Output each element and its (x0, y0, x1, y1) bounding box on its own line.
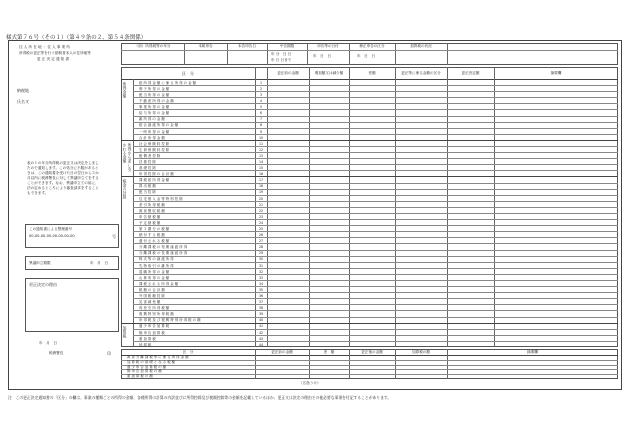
table-row-label: 税 額 の 合 計 額 (139, 287, 165, 292)
table-row-label: 配 当 所 得 の 金 額 (139, 92, 170, 97)
form-frame (8, 40, 622, 390)
bottom-row-line (121, 360, 618, 361)
table-row-number: 16 (258, 172, 264, 177)
table-row-number: 25 (258, 226, 264, 231)
bottom-row-line (121, 365, 618, 366)
table-row-number: 43 (258, 336, 264, 341)
table-row-label: 延 滞 税 (139, 342, 152, 347)
table-row-line (133, 304, 618, 305)
table-row-label: 還 付 さ れ る 税 額 (139, 239, 170, 244)
table-row-number: 6 (259, 111, 263, 116)
table-row-number: 41 (258, 324, 264, 329)
table-row-line (133, 195, 618, 196)
number-box (25, 224, 119, 248)
table-row-line (133, 329, 618, 330)
table-row-number: 42 (258, 330, 264, 335)
address-label: 納税地 (17, 88, 29, 93)
table-row-label: 山 林 所 得 の 金 額 (139, 275, 170, 280)
table-row-number: 21 (258, 202, 264, 207)
table-row-label: 配 当 控 除 (139, 190, 156, 195)
table-row-line (133, 201, 618, 202)
reason-box (25, 278, 119, 332)
table-row-label: 不 動 産 所 得 の 金 額 (139, 99, 174, 104)
table-row-label: 予 定 納 税 額 (139, 220, 161, 225)
table-row-number: 14 (258, 159, 264, 164)
table-row-number: 38 (258, 306, 264, 311)
table-row-number: 9 (259, 129, 263, 134)
table-row-line (133, 317, 618, 318)
table-row-label: 基 礎 控 除 (139, 166, 156, 171)
table-row-line (133, 250, 618, 251)
top-grid-header: （前）所得税等の年分 (134, 44, 171, 48)
table-row-number: 44 (258, 342, 264, 347)
number-label: この通知書による整理番号 (29, 227, 73, 231)
number-value: 00-00-00-00-00-00-00-00 (29, 234, 75, 238)
table-row-label: 雑 所 得 の 金 額 (139, 117, 165, 122)
table-row-label: 外 国 税 額 控 除 (139, 293, 165, 298)
table-row-line (133, 103, 618, 104)
table-row-line (133, 280, 618, 281)
table-row-number: 20 (258, 196, 264, 201)
table-row-line (133, 128, 618, 129)
bottom-header-cell: 更正前の金額 (271, 350, 293, 354)
table-row-line (133, 274, 618, 275)
table-row-label: 源 泉 徴 収 税 額 (139, 208, 165, 213)
table-row-label: 配 偶 者 控 除 (139, 153, 161, 158)
top-grid-header: 本税申告 (198, 44, 213, 48)
issue-date: 年 月 日 (39, 341, 57, 345)
table-row-number: 11 (258, 141, 264, 146)
group-label: 所得金額 (123, 82, 128, 99)
table-row-line (133, 341, 618, 342)
table-row-label: 扶 養 控 除 (139, 159, 156, 164)
table-row-label: 差 引 所 得 税 額 (139, 202, 165, 207)
table-row-label: 再 差 引 所 得 税 額 (139, 306, 170, 311)
table-row-number: 5 (259, 105, 263, 110)
table-row-number: 37 (258, 300, 264, 305)
table-row-number: 23 (258, 214, 264, 219)
table-row-label: 申 告 納 税 額 (139, 214, 161, 219)
bottom-row-label: 源 泉 分 離 課 税 等 に 係 る 所 得 金 額 (127, 355, 189, 359)
main-header-cell: 更正決定額 (461, 71, 480, 75)
bottom-row-label: 重 加 算 税 の 額 (127, 374, 153, 379)
table-row-label: 算 出 税 額 (139, 184, 156, 189)
table-row-line (133, 183, 618, 184)
table-row-number: 39 (258, 312, 264, 317)
taxpayer-line-3: 更 正 決 定 通 知 書 (37, 57, 70, 61)
table-row-line (133, 170, 618, 171)
deadline-value: 年 月 日 (90, 261, 108, 265)
table-row-label: 社 会 保 険 料 控 除 (139, 141, 170, 146)
taxpayer-line-1: 住 人 所 在 地 ・ 住 人 事 業 所 (19, 45, 70, 49)
table-row-line (133, 158, 618, 159)
top-grid-header: 本告申告日 (238, 44, 256, 48)
table-row-label: 事 業 所 得 の 金 額 (139, 105, 170, 110)
group-label: 税金の計算 (123, 179, 128, 200)
bottom-header-cell: 摘要欄 (527, 350, 538, 354)
table-row-number: 4 (259, 99, 263, 104)
table-row-line (133, 310, 618, 311)
table-row-line (133, 97, 618, 98)
table-row-line (133, 268, 618, 269)
table-row-line (133, 122, 618, 123)
bottom-header-line (121, 355, 618, 356)
table-row-number: 2 (259, 86, 263, 91)
bottom-row-line (121, 369, 618, 370)
top-grid-header: 申告等の日付 (317, 44, 339, 48)
table-row-label: 退 職 所 得 の 金 額 (139, 269, 170, 274)
table-row-label: 納 付 す る 税 額 (139, 233, 165, 238)
table-row-line (133, 152, 618, 153)
main-header-cell: 増加額又は減少額 (314, 71, 344, 75)
seal-label: 印 (107, 351, 111, 356)
table-row-number: 24 (258, 220, 264, 225)
table-row-number: 40 (258, 318, 264, 323)
top-grid-header: 修正申告の区分 (359, 44, 385, 48)
notice-text: 表の１の年分所得税の更正又は決定をしましたので通知します。この処分に不服があるときは、この通知書を受けた日の翌日から３か月以内に税務署長に対して異議申立てをすることができます。なお、異議申立ての前に、法の定めるところにより審査請求をすることもできます。 (27, 161, 99, 195)
table-row-line (133, 298, 618, 299)
table-row-label: 利 子 所 得 の 金 額 (139, 86, 170, 91)
deadline-label: 異議申立期限 (29, 261, 51, 265)
table-row-line (133, 116, 618, 117)
main-header-cell: 差額 (368, 71, 376, 75)
table-row-label: 給 与 所 得 の 金 額 (139, 111, 170, 116)
taxpayer-line-2: 所得税の更正等を行う納税者本人の住所地等 (19, 51, 91, 55)
form-title: 様式第７６号（その１）（第４９条の２、第５４条関係） (6, 35, 147, 41)
table-row-label: 復 興 特 別 所 得 税 額 (139, 312, 174, 317)
reference-note: （広島うけ） (299, 381, 321, 385)
bottom-header-cell: 更正後の金額 (361, 350, 383, 354)
table-row-line (133, 207, 618, 208)
table-row-number: 15 (258, 166, 264, 171)
table-row-label: 総 合 譲 渡 所 得 の 金 額 (139, 123, 179, 128)
table-row-line (133, 146, 618, 147)
top-grid-year: 年 日 日まで (271, 58, 292, 62)
table-row-line (133, 262, 618, 263)
bottom-row-label: 過 少 申 告 加 算 税 の 額 (127, 364, 167, 369)
table-row-number: 13 (258, 153, 264, 158)
table-row-label: 所 得 控 除 の 合 計 額 (139, 172, 174, 177)
table-row-number: 26 (258, 233, 264, 238)
table-row-number: 3 (259, 92, 263, 97)
top-grid-divider (447, 43, 448, 65)
table-row-label: 課 税 総 所 得 金 額 (139, 178, 170, 183)
table-row-number: 28 (258, 245, 264, 250)
top-grid-header: 加算税の状況 (410, 44, 432, 48)
table-row-number: 17 (258, 178, 264, 183)
table-row-line (133, 256, 618, 257)
table-row-line (133, 225, 618, 226)
bottom-row-label: 無 申 告 加 算 税 の 額 (127, 369, 162, 374)
table-row-label: 生 命 保 険 料 控 除 (139, 147, 170, 152)
main-header-cell: 摘要欄 (550, 71, 562, 75)
bottom-header-cell: 差 額 (323, 350, 335, 354)
table-row-number: 35 (258, 287, 264, 292)
table-row-label: 重 加 算 税 (139, 336, 156, 341)
table-row-label: 所 得 税 及 び 復 興 特 別 所 得 税 の 額 (139, 318, 201, 323)
table-row-line (133, 243, 618, 244)
table-row-number: 19 (258, 190, 264, 195)
bottom-header-cell: 区 分 (182, 350, 194, 354)
table-row-number: 8 (259, 123, 263, 128)
table-row-number: 1 (259, 80, 263, 85)
table-row-label: 過 少 申 告 加 算 税 (139, 324, 170, 329)
table-row-label: 課 税 さ れ る 所 得 金 額 (139, 281, 179, 286)
table-row-line (133, 189, 618, 190)
main-header-kubun: 区 分 (182, 71, 194, 76)
deadline-box (25, 256, 119, 270)
footnote: 注 この更正決定通知書の「区分」の欄は、事業の種類ごとの所得の金額、各種所得の計算の内訳並びに所得控除及び税額控除等の金額を記載しているほか、更正又は決定の理由その他必要な事項を付記することがあります。 (8, 395, 392, 400)
office-label: 税務署長 (49, 351, 64, 355)
table-row-number: 22 (258, 208, 264, 213)
table-row-label: 分 離 課 税 の 長 期 譲 渡 所 得 (139, 251, 188, 256)
table-row-label: 合 計 所 得 金 額 (139, 135, 165, 140)
table-row-line (133, 237, 618, 238)
table-row-number: 12 (258, 147, 264, 152)
top-grid-date: 年 日 日 (313, 54, 331, 58)
table-row-number: 29 (258, 251, 264, 256)
table-row-number: 32 (258, 269, 264, 274)
table-row-line (133, 231, 618, 232)
number-suffix: 号 (112, 234, 116, 239)
table-row-label: 第 ３ 期 分 の 税 額 (139, 226, 170, 231)
table-row-label: 住 宅 借 入 金 等 特 別 控 除 (139, 196, 183, 201)
table-row-number: 34 (258, 281, 264, 286)
table-row-label: 株 式 等 の 譲 渡 所 得 (139, 257, 174, 262)
table-row-number: 7 (259, 117, 263, 122)
table-row-line (133, 85, 618, 86)
table-row-label: 分 離 課 税 の 短 期 譲 渡 所 得 (139, 245, 188, 250)
main-header-cell: 更正等に係る金額の区分 (401, 71, 441, 75)
table-row-line (133, 213, 618, 214)
table-row-label: 総 所 得 金 額 に 係 る 所 得 の 金 額 (139, 80, 197, 85)
table-row-number: 33 (258, 275, 264, 280)
bottom-row-line (121, 374, 618, 375)
table-row-line (133, 164, 618, 165)
table-row-line (133, 335, 618, 336)
table-row-label: 災 害 減 免 額 (139, 300, 161, 305)
table-row-number: 27 (258, 239, 264, 244)
table-row-number: 36 (258, 293, 264, 298)
table-row-number: 18 (258, 184, 264, 189)
table-row-line (133, 109, 618, 110)
bottom-row-label: 加 算 税 の 基 礎 と な る 税 額 (127, 359, 176, 364)
table-row-number: 10 (258, 135, 264, 140)
group-label: 所得から差し引かれる金額 (123, 142, 133, 172)
group-label: 加算税 (123, 325, 128, 338)
top-grid-date: 年 日 日 (357, 54, 375, 58)
main-header-cell: 更正前の金額 (277, 71, 299, 75)
reason-title: 更正決定の理由 (29, 282, 57, 287)
table-row-label: 一 時 所 得 の 金 額 (139, 129, 170, 134)
table-row-label: 無 申 告 加 算 税 (139, 330, 165, 335)
group-separator (121, 176, 618, 177)
bottom-header-cell: 加算税の額 (412, 350, 430, 354)
table-row-line (133, 91, 618, 92)
table-row-number: 31 (258, 263, 264, 268)
top-grid-header-line (121, 50, 618, 51)
table-row-line (133, 219, 618, 220)
group-separator (121, 323, 618, 324)
table-row-label: 先 物 取 引 の 雑 所 得 (139, 263, 174, 268)
top-grid-year: 年 分 日 日 (271, 52, 292, 56)
top-grid-header: 中告期限 (279, 44, 295, 48)
table-row-line (133, 286, 618, 287)
name-label: 氏名又 (17, 99, 29, 104)
table-row-line (133, 292, 618, 293)
table-row-line (133, 134, 618, 135)
table-row-number: 30 (258, 257, 264, 262)
group-separator (121, 140, 618, 141)
